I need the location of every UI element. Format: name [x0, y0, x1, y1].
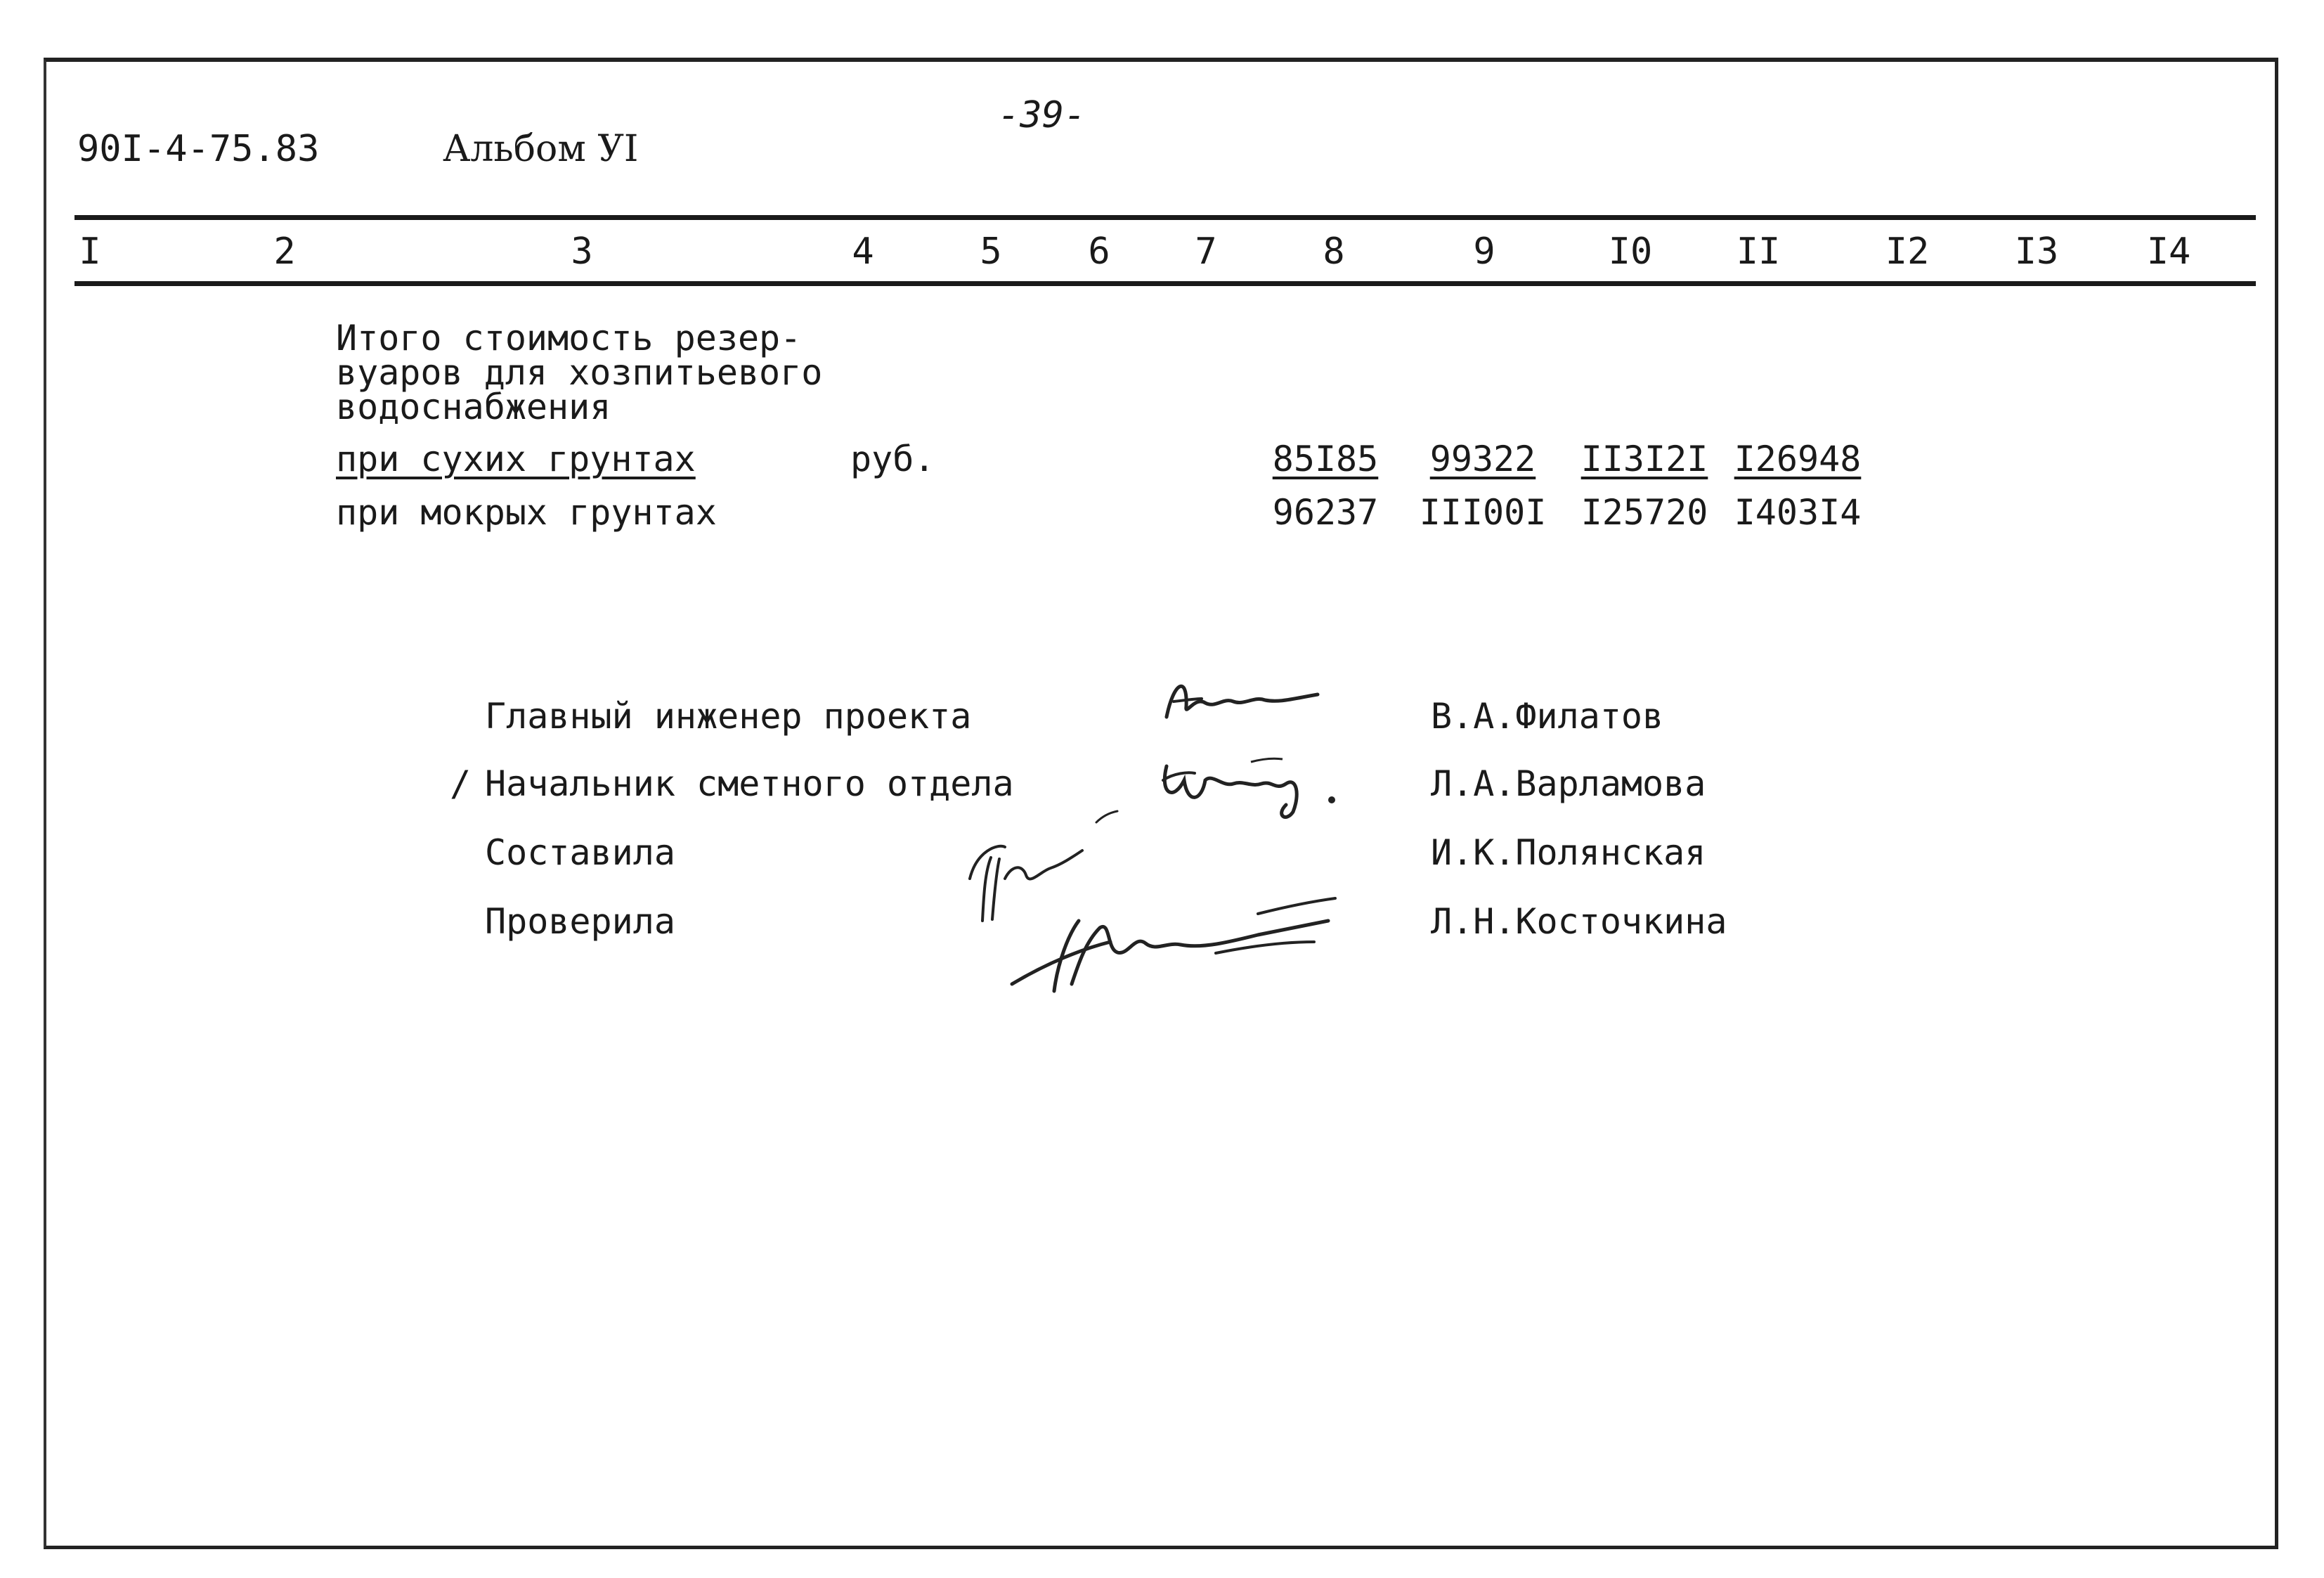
- cost-value: I403I4: [1734, 492, 1862, 533]
- header-rule-top: [74, 215, 2256, 220]
- column-number: 4: [852, 231, 874, 273]
- handwritten-signature: [1005, 886, 1342, 998]
- cost-value: I25720: [1580, 492, 1708, 533]
- row-label-dry-soil: при сухих грунтах: [336, 439, 696, 479]
- signature-role: Начальник сметного отдела: [485, 763, 1014, 804]
- page-number: -39-: [998, 94, 1086, 136]
- column-number: 2: [273, 231, 296, 273]
- column-number: I3: [2014, 231, 2059, 273]
- cost-value: 85I85: [1272, 439, 1379, 479]
- signature-name: В.А.Филатов: [1431, 696, 1664, 737]
- cost-value: 96237: [1272, 492, 1379, 533]
- column-number: 5: [980, 231, 1002, 273]
- signature-name: Л.А.Варламова: [1431, 763, 1706, 804]
- margin-tick: /: [450, 763, 472, 804]
- signature-name: И.К.Полянская: [1431, 832, 1706, 873]
- summary-description-line: Итого стоимость резер-: [336, 318, 802, 358]
- column-number: 3: [571, 231, 593, 273]
- handwritten-signature: [1153, 668, 1335, 731]
- cost-value: I26948: [1734, 439, 1862, 479]
- signature-role: Главный инженер проекта: [485, 696, 972, 737]
- handwritten-signature: [1145, 745, 1356, 829]
- column-number: 6: [1088, 231, 1110, 273]
- album-label: Альбом УI: [443, 128, 639, 170]
- cost-value: III00I: [1419, 492, 1547, 533]
- row-unit: руб.: [850, 439, 935, 479]
- signature-role: Проверила: [485, 901, 675, 942]
- column-number: I0: [1608, 231, 1653, 273]
- cost-value: 99322: [1429, 439, 1536, 479]
- summary-description-line: вуаров для хозпитьевого: [336, 352, 823, 393]
- row-label-wet-soil: при мокрых грунтах: [336, 492, 717, 533]
- column-number: 7: [1195, 231, 1217, 273]
- signature-role: Составила: [485, 832, 675, 873]
- column-number: I: [79, 231, 101, 273]
- cost-value: II3I2I: [1580, 439, 1708, 479]
- column-number: 9: [1473, 231, 1495, 273]
- signature-name: Л.Н.Косточкина: [1431, 901, 1727, 942]
- column-number: I2: [1885, 231, 1930, 273]
- document-code: 90I-4-75.83: [77, 128, 320, 170]
- column-number: II: [1736, 231, 1781, 273]
- column-number: I4: [2146, 231, 2191, 273]
- summary-description-line: водоснабжения: [336, 387, 611, 427]
- header-rule-bottom: [74, 281, 2256, 286]
- column-number: 8: [1323, 231, 1345, 273]
